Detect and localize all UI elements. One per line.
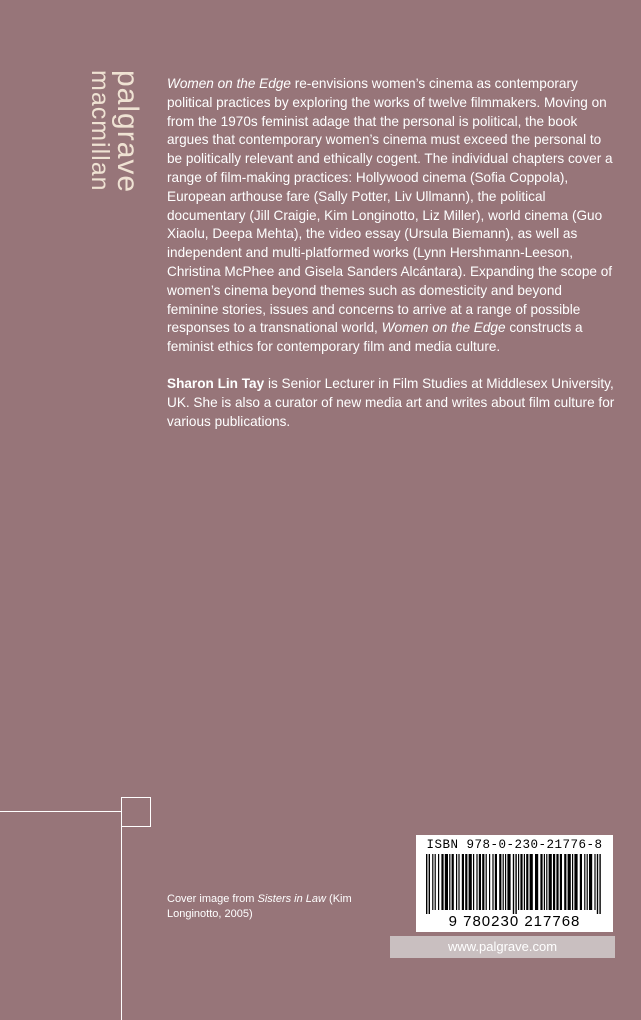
barcode-bar: [476, 854, 477, 910]
credit-suffix: (Kim Longinotto, 2005): [167, 893, 352, 920]
barcode-bar: [515, 854, 516, 914]
barcode-bar: [564, 854, 566, 910]
barcode-bar: [599, 854, 600, 914]
barcode-bar: [530, 854, 533, 910]
barcode-bar: [426, 854, 427, 914]
barcode-bar: [518, 854, 519, 910]
barcode-bar: [556, 854, 558, 910]
barcode-bar: [492, 854, 493, 910]
barcode-digits: 9 780230 217768: [448, 913, 581, 930]
barcode-bar: [482, 854, 484, 910]
barcode-bar: [597, 854, 598, 914]
author-bio: [167, 375, 617, 431]
barcode-bar: [546, 854, 547, 910]
barcode-bar: [587, 854, 588, 910]
barcode-bar: [458, 854, 459, 910]
website-bar: [390, 936, 615, 958]
barcode-bar: [544, 854, 545, 910]
barcode-bar: [553, 854, 555, 910]
cover-image-credit: [167, 892, 387, 922]
barcode-bar: [489, 854, 490, 910]
barcode-bar: [560, 854, 562, 910]
barcode-bar: [435, 854, 436, 910]
barcode-bar: [572, 854, 573, 910]
author-name: Sharon Lin Tay: [167, 375, 265, 391]
barcode-bar: [580, 854, 582, 910]
barcode-bar: [594, 854, 595, 910]
decorative-line-horizontal: [0, 811, 121, 812]
barcode-bar: [507, 854, 510, 910]
barcode-bar: [462, 854, 464, 910]
barcode-bar: [445, 854, 448, 910]
barcode-bar: [584, 854, 585, 910]
barcode-bar: [465, 854, 467, 910]
barcode-bar: [535, 854, 538, 910]
barcode-bar: [473, 854, 474, 910]
barcode-bar: [469, 854, 472, 910]
barcode-bar: [499, 854, 501, 910]
barcode-bar: [486, 854, 487, 910]
barcode-bar: [589, 854, 592, 910]
isbn-barcode: [416, 835, 613, 932]
description-paragraph: [167, 75, 617, 357]
decorative-square: [121, 797, 151, 827]
description-end: constructs a feminist ethics for contemporary film and media culture.: [167, 320, 583, 355]
logo-macmillan: macmillan: [86, 70, 114, 192]
barcode-bar: [526, 854, 528, 910]
credit-film-title: Sisters in Law: [257, 893, 326, 905]
barcode-bar: [524, 854, 525, 910]
barcode-bar: [441, 854, 443, 910]
barcode-bar: [549, 854, 552, 910]
book-title-italic: Women on the Edge: [167, 76, 291, 91]
barcode-bar: [429, 854, 430, 914]
barcode-bar: [513, 854, 514, 914]
barcode-bar: [505, 854, 506, 910]
barcode-bar: [432, 854, 433, 910]
barcode-bar: [449, 854, 450, 910]
isbn-label: ISBN 978-0-230-21776-8: [426, 838, 603, 852]
website-url[interactable]: www.palgrave.com: [447, 939, 558, 954]
credit-prefix: Cover image from: [167, 893, 258, 905]
barcode-bar: [503, 854, 504, 910]
barcode-bar: [540, 854, 542, 910]
barcode-bar: [520, 854, 522, 910]
barcode-bar: [574, 854, 577, 910]
barcode-icon: [422, 854, 607, 914]
barcode-bar: [568, 854, 571, 910]
barcode-bar: [479, 854, 481, 910]
barcode-bar: [456, 854, 457, 910]
back-cover-blurb: [167, 75, 617, 449]
barcode-bar: [452, 854, 454, 910]
description-text: re-envisions women’s cinema as contemporary political practices by exploring the works of twelve filmmakers. Moving on from the 1970s feminist adage that the personal is political, the book argues that contemporary women’s cinema must exceed the personal to be politically relevant and ethically cogent. The individual chapters cover a range of film-making practices: Hollywood cinema (Sofia Coppola), European arthouse fare (Sally Potter, Liv Ullmann), the political documentary (Jill Craigie, Kim Longinotto, Liz Miller), world cinema (Guo Xiaolu, Deepa Mehta), the video essay (Ursula Biemann), as well as independent and multi-platformed works (Lynn Hershmann-Leeson, Christina McPhee and Gisela Sanders Alcántara). Expanding the scope of women’s cinema beyond themes such as domesticity and beyond feminine stories, issues and concerns to arrive at a range of possible responses to a transnational world,: [167, 76, 613, 336]
book-title-italic-2: Women on the Edge: [381, 320, 506, 336]
barcode-bar: [438, 854, 439, 910]
decorative-line-vertical: [121, 825, 122, 1020]
publisher-logo: [82, 70, 142, 220]
barcode-bar: [495, 854, 497, 910]
logo-palgrave: palgrave: [111, 70, 144, 194]
author-bio-text: is Senior Lecturer in Film Studies at Middlesex University, UK. She is also a curator of new media art and writes about film culture for various publications.: [167, 375, 615, 429]
